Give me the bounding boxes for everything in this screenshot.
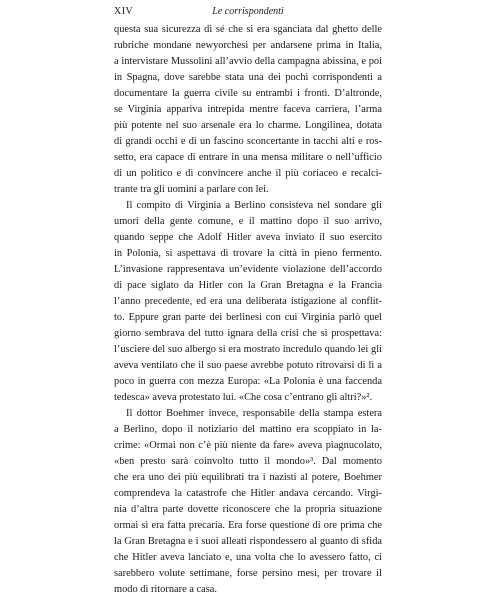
text-line: Il compito di Virginia a Berlino consisteva nel sondare gli [126,200,382,211]
text-line: documentare la guerra civile su entrambi i fronti. D’altronde, [114,88,382,99]
text-line: rubriche mondane newyorchesi per andarsene prima in Italia, [114,40,382,51]
text-line: in Spagna, dove sarebbe stata una dei pochi corrispondenti a [114,72,382,83]
text-line: trante tra gli uomini a parlare con lei. [114,184,269,195]
text-line: a intervistare Mussolini all’avvio della campagna abissina, e poi [114,56,382,67]
text-line: in Polonia, si aspettava di trovare la città in pieno fermento. [114,248,382,259]
text-line: di pace siglato da Hitler con la Gran Bretagna e la Francia [114,280,382,291]
text-line: crime: «Ormai non c’è più niente da fare» aveva piagnucolato, [114,440,382,451]
text-line: quando seppe che Adolf Hitler aveva inviato il suo esercito [114,232,382,243]
text-line: umori della gente comune, e il mattino dopo il suo arrivo, [114,216,382,227]
text-line: aveva ventilato che il suo paese avrebbe potuto ritrovarsi di lì a [114,360,382,371]
text-line: L’invasione rappresentava un’evidente violazione dell’accordo [114,264,382,275]
text-line: questa sua sicurezza di sé che si era sganciata dal ghetto delle [114,24,382,35]
text-line: setto, era capace di entrare in una mensa militare o nell’ufficio [114,152,382,163]
text-line: che era uno dei più equilibrati tra i nazisti al potere, Boehmer [114,472,382,483]
text-line: se Virginia appariva intrepida mentre faceva carriera, l’arma [114,104,382,115]
running-title: Le corrispondenti [212,6,284,17]
text-line: poco in guerra con mezza Europa: «La Polonia è una faccenda [114,376,382,387]
text-line: Il dottor Boehmer invece, responsabile della stampa estera [126,408,382,419]
page-number: XIV [114,6,134,17]
text-line: sarebbero volute settimane, forse persino mesi, per trovare il [114,568,382,579]
page-header [114,4,382,20]
text-line: nia d’altra parte dovette riconoscere che la propria situazione [114,504,382,515]
text-line: to. Eppure gran parte dei berlinesi con cui Virginia parlò quel [114,312,382,323]
text-line: di grandi occhi e di un fascino sconcertante in tacchi alti e ros- [114,136,382,147]
text-line: «ben presto sarà coinvolto tutto il mondo»³. Dal momento [114,456,382,467]
text-line: tedesca» aveva protestato lui. «Che cosa c’entrano gli altri?»². [114,392,373,403]
text-line: che Hitler aveva lanciato e, una volta che lo avessero fatto, ci [114,552,382,563]
text-line: ormai si era fatta precaria. Era forse questione di ore prima che [114,520,382,531]
text-line: modo di ritornare a casa. [114,584,217,595]
body-text [114,22,382,598]
text-line: più potente nel suo arsenale era lo charme. Longilinea, dotata [114,120,382,131]
text-line: di un politico e di convincere anche il più coriaceo e recalci- [114,168,382,179]
text-line: giorno sembrava del tutto ignara della crisi che si prospettava: [114,328,382,339]
text-line: la Gran Bretagna e i suoi alleati rispondessero al guanto di sfida [114,536,382,547]
text-line: l’anno precedente, ed era una deliberata istigazione al conflit- [114,296,382,307]
text-line: comprendeva la catastrofe che Hitler andava cercando. Virgi- [114,488,382,499]
text-line: a Berlino, dopo il notiziario del mattino era scoppiato in la- [114,424,382,435]
text-line: l’usciere del suo albergo si era mostrato incredulo quando lei gli [114,344,382,355]
